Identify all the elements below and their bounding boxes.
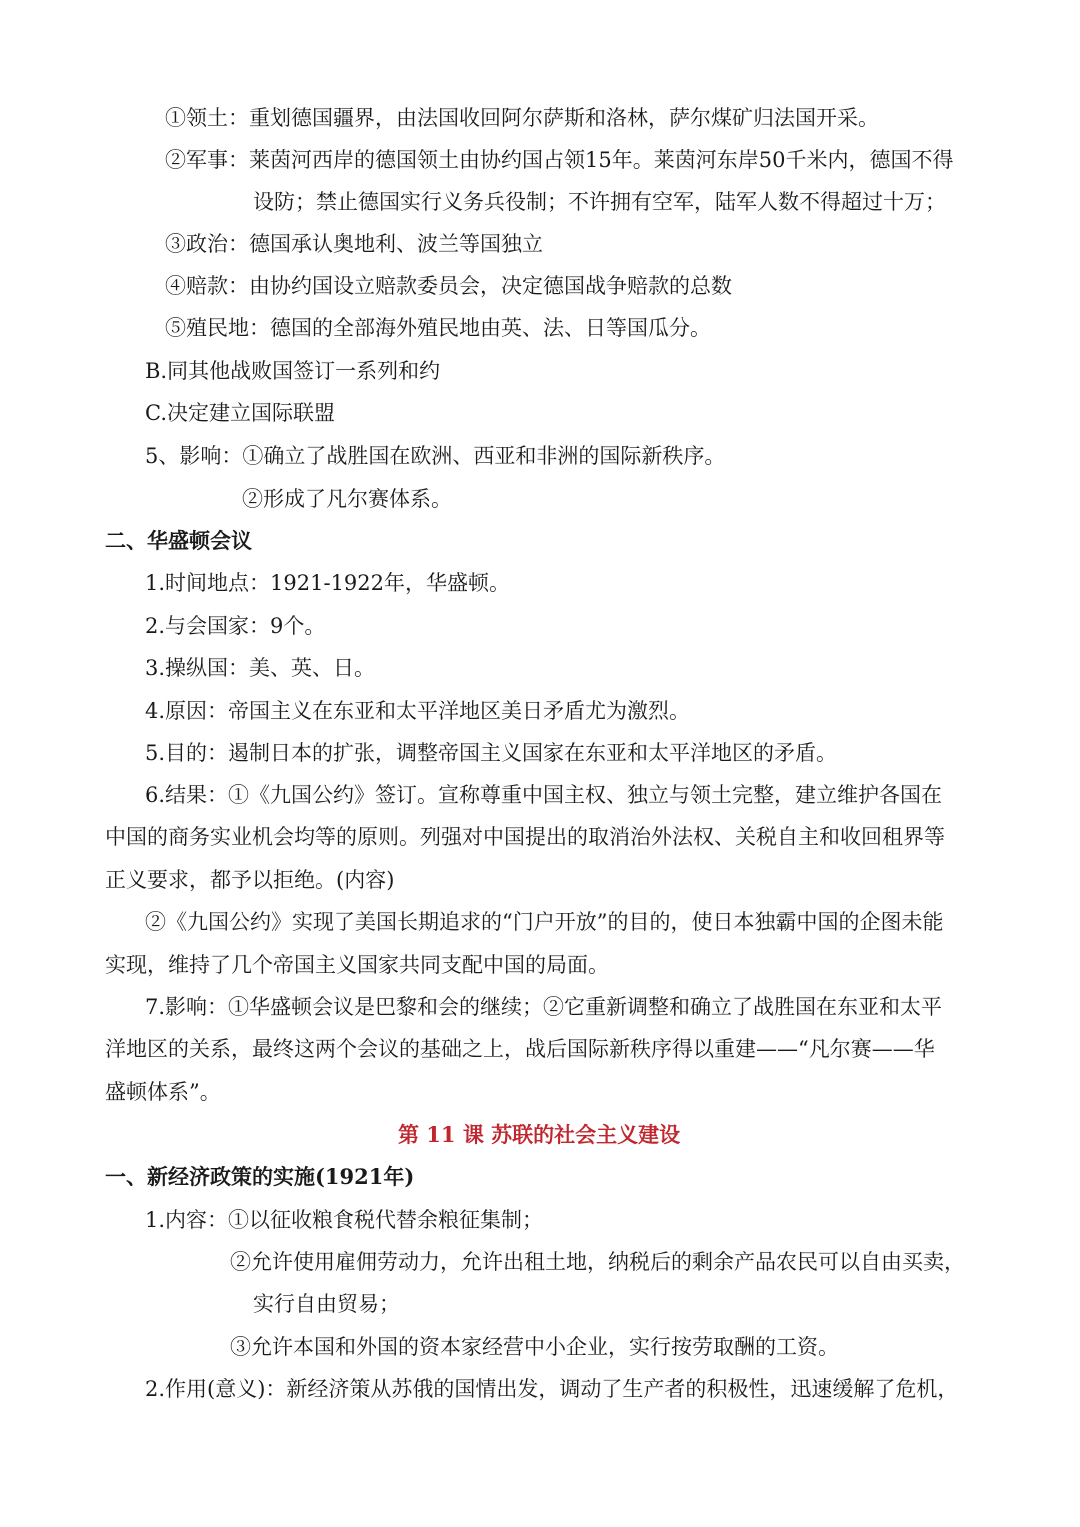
politics-line: ③政治：德国承认奥地利、波兰等国独立 — [165, 232, 543, 256]
nep-heading: 一、新经济政策的实施(1921年) — [105, 1164, 415, 1189]
washington-item-6-line-3: 正义要求，都予以拒绝。(内容) — [105, 868, 395, 892]
washington-item-7-line-3: 盛顿体系”。 — [105, 1080, 221, 1104]
washington-heading: 二、华盛顿会议 — [105, 528, 252, 553]
washington-item-3: 3.操纵国：美、英、日。 — [145, 656, 376, 680]
washington-item-6-line-5: 实现，维持了几个帝国主义国家共同支配中国的局面。 — [105, 953, 609, 977]
washington-item-7-line-2: 洋地区的关系，最终这两个会议的基础之上，战后国际新秩序得以重建——“凡尔赛——华 — [105, 1037, 935, 1061]
washington-item-5: 5.目的：遏制日本的扩张，调整帝国主义国家在东亚和太平洋地区的矛盾。 — [145, 741, 838, 765]
nep-content-line-2: ②允许使用雇佣劳动力，允许出租土地，纳税后的剩余产品农民可以自由买卖， — [230, 1250, 965, 1274]
washington-item-1: 1.时间地点：1921-1922年，华盛顿。 — [145, 571, 511, 595]
nep-content-line-3: 实行自由贸易； — [253, 1292, 400, 1316]
colonies-line: ⑤殖民地：德国的全部海外殖民地由英、法、日等国瓜分。 — [165, 316, 711, 340]
reparations-line: ④赔款：由协约国设立赔款委员会，决定德国战争赔款的总数 — [165, 274, 732, 298]
treaties-line: B.同其他战败国签订一系列和约 — [145, 359, 441, 383]
lesson-title: 第 11 课 苏联的社会主义建设 — [398, 1122, 681, 1147]
washington-item-7-line-1: 7.影响：①华盛顿会议是巴黎和会的继续；②它重新调整和确立了战胜国在东亚和太平 — [145, 995, 943, 1019]
impact-line-2: ②形成了凡尔赛体系。 — [242, 487, 452, 511]
nep-effect-line-1: 2.作用(意义)：新经济策从苏俄的国情出发，调动了生产者的积极性，迅速缓解了危机， — [145, 1377, 959, 1401]
washington-item-6-line-1: 6.结果：①《九国公约》签订。宣称尊重中国主权、独立与领土完整，建立维护各国在 — [145, 783, 943, 807]
military-line-1: ②军事：莱茵河西岸的德国领土由协约国占领15年。莱茵河东岸50千米内，德国不得 — [165, 148, 954, 172]
nep-content-line-4: ③允许本国和外国的资本家经营中小企业，实行按劳取酬的工资。 — [230, 1335, 839, 1359]
territory-line: ①领土：重划德国疆界，由法国收回阿尔萨斯和洛林，萨尔煤矿归法国开采。 — [165, 106, 879, 130]
military-line-2: 设防；禁止德国实行义务兵役制；不许拥有空军，陆军人数不得超过十万； — [253, 190, 946, 214]
league-line: C.决定建立国际联盟 — [145, 401, 335, 425]
washington-item-6-line-2: 中国的商务实业机会均等的原则。列强对中国提出的取消治外法权、关税自主和收回租界等 — [105, 825, 945, 849]
nep-content-line-1: 1.内容：①以征收粮食税代替余粮征集制； — [145, 1208, 544, 1232]
washington-item-2: 2.与会国家：9个。 — [145, 614, 326, 638]
washington-item-6-line-4: ②《九国公约》实现了美国长期追求的“门户开放”的目的，使日本独霸中国的企图未能 — [145, 910, 944, 934]
washington-item-4: 4.原因：帝国主义在东亚和太平洋地区美日矛盾尤为激烈。 — [145, 699, 691, 723]
impact-line-1: 5、影响：①确立了战胜国在欧洲、西亚和非洲的国际新秩序。 — [145, 444, 726, 468]
